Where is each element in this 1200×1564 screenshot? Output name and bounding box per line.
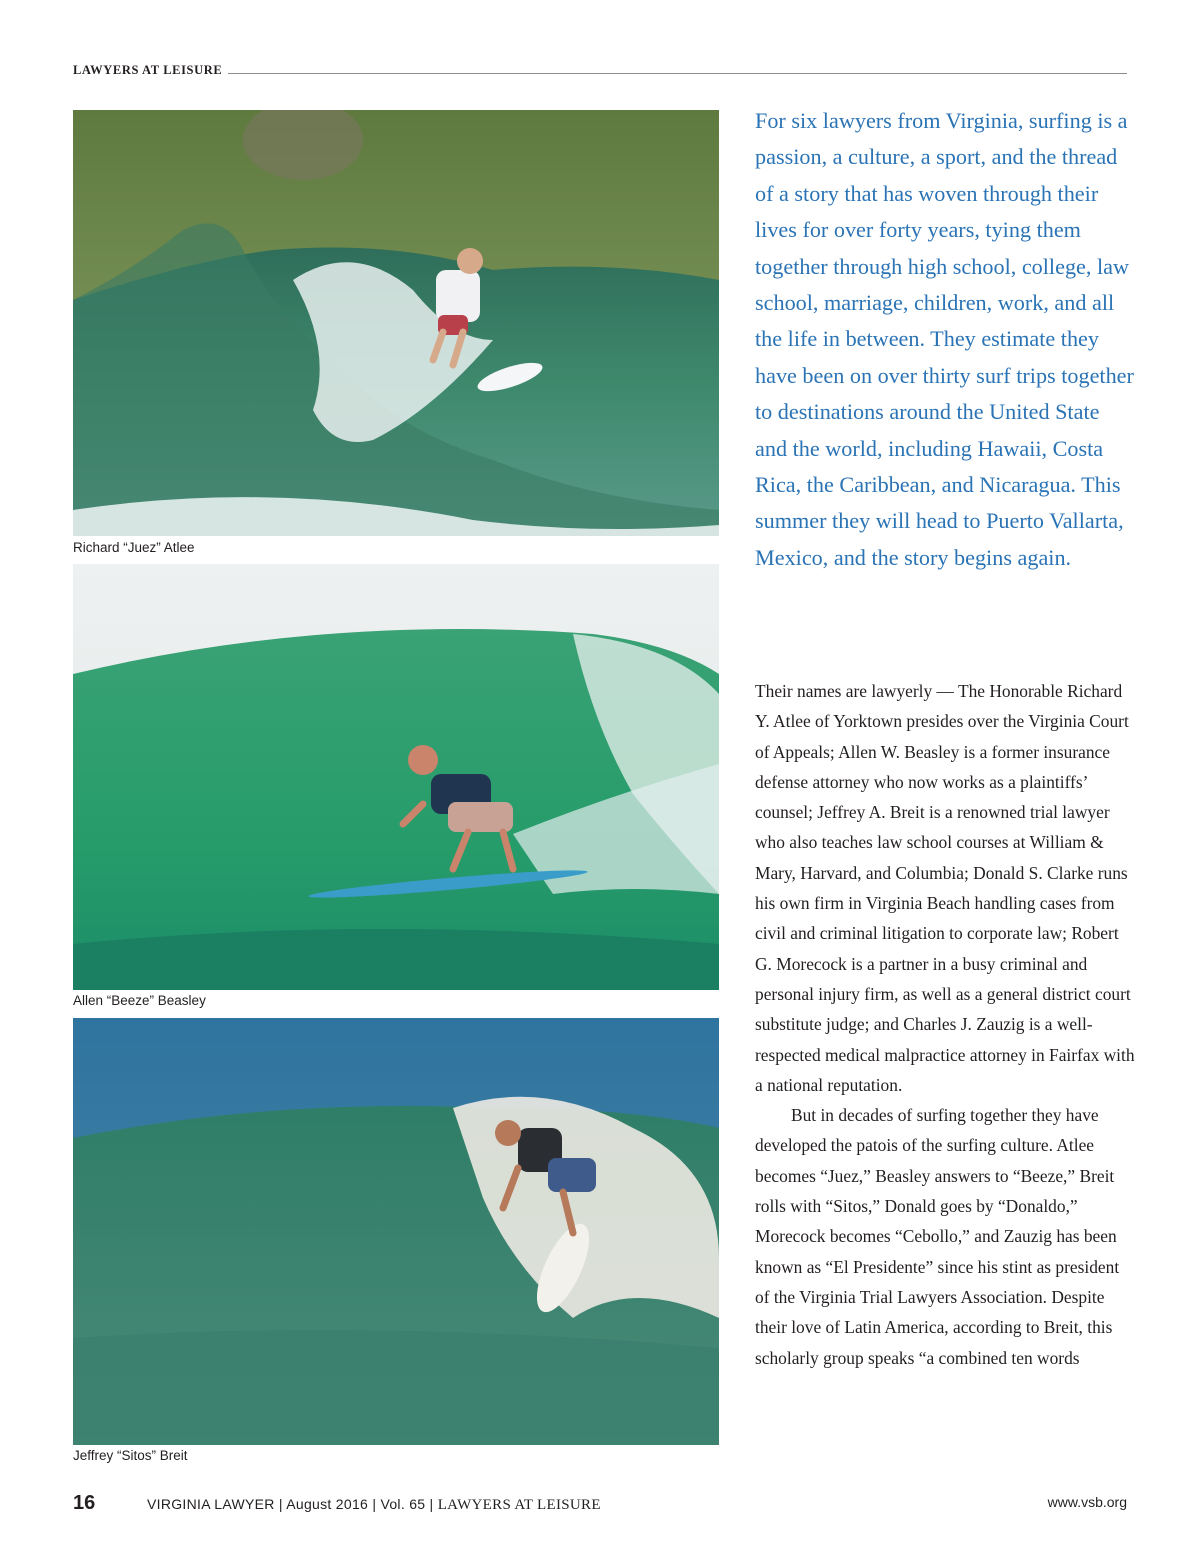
photo-caption: Richard “Juez” Atlee: [73, 540, 195, 555]
publication-info: [147, 1496, 601, 1514]
header-rule: [228, 73, 1127, 74]
body-paragraph: But in decades of surfing together they have developed the patois of the surfing culture. Atlee becomes “Juez,” Beasley answers to “Beeze,” Breit rolls with “Sitos,” Donald goes by “Donaldo,” Morecock becomes “Cebollo,” and Zauzig has been known as “El Presidente” since his stint as president of the Virginia Trial Lawyers Association. Despite their love of Latin America, according to Breit, this scholarly group speaks “a combined ten words: [755, 1105, 1120, 1368]
page-footer: [73, 1492, 1127, 1518]
photo-surfer-breit: [73, 1018, 719, 1445]
photo-surfer-beasley: [73, 564, 719, 990]
photo-surfer-atlee: [73, 110, 719, 536]
intro-deck: For six lawyers from Virginia, surfing is a passion, a culture, a sport, and the thread of a story that has woven through their lives for over forty years, tying them together through high school, college, law school, marriage, children, work, and all the life in between. They estimate they have been on over thirty surf trips together to destinations around the United State and the world, including Hawaii, Costa Rica, the Caribbean, and Nicaragua. This summer they will head to Puerto Vallarta, Mexico, and the story begins again.: [755, 108, 1134, 570]
publication-line: VIRGINIA LAWYER | August 2016 | Vol. 65 |: [147, 1496, 434, 1512]
running-head: [73, 62, 1127, 78]
footer-section: LAWYERS AT LEISURE: [437, 1497, 601, 1513]
section-label: LAWYERS AT LEISURE: [73, 62, 223, 77]
photo-caption: Allen “Beeze” Beasley: [73, 993, 206, 1008]
page-number: 16: [73, 1492, 96, 1514]
body-paragraph: Their names are lawyerly — The Honorable Richard Y. Atlee of Yorktown presides over the Virginia Court of Appeals; Allen W. Beasley is a former insurance defense attorney who now works as a plaintiffs’ counsel; Jeffrey A. Breit is a renowned trial lawyer who also teaches law school courses at William & Mary, Harvard, and Columbia; Donald S. Clarke runs his own firm in Virginia Beach handling cases from civil and criminal litigation to corporate law; Robert G. Morecock is a partner in a busy criminal and personal injury firm, as well as a general district court substitute judge; and Charles J. Zauzig is a well-respected medical malpractice attorney in Fairfax with a national reputation.: [755, 681, 1135, 1095]
photo-caption: Jeffrey “Sitos” Breit: [73, 1448, 188, 1463]
website-link[interactable]: www.vsb.org: [1047, 1494, 1127, 1510]
article-body: [755, 676, 1135, 1373]
